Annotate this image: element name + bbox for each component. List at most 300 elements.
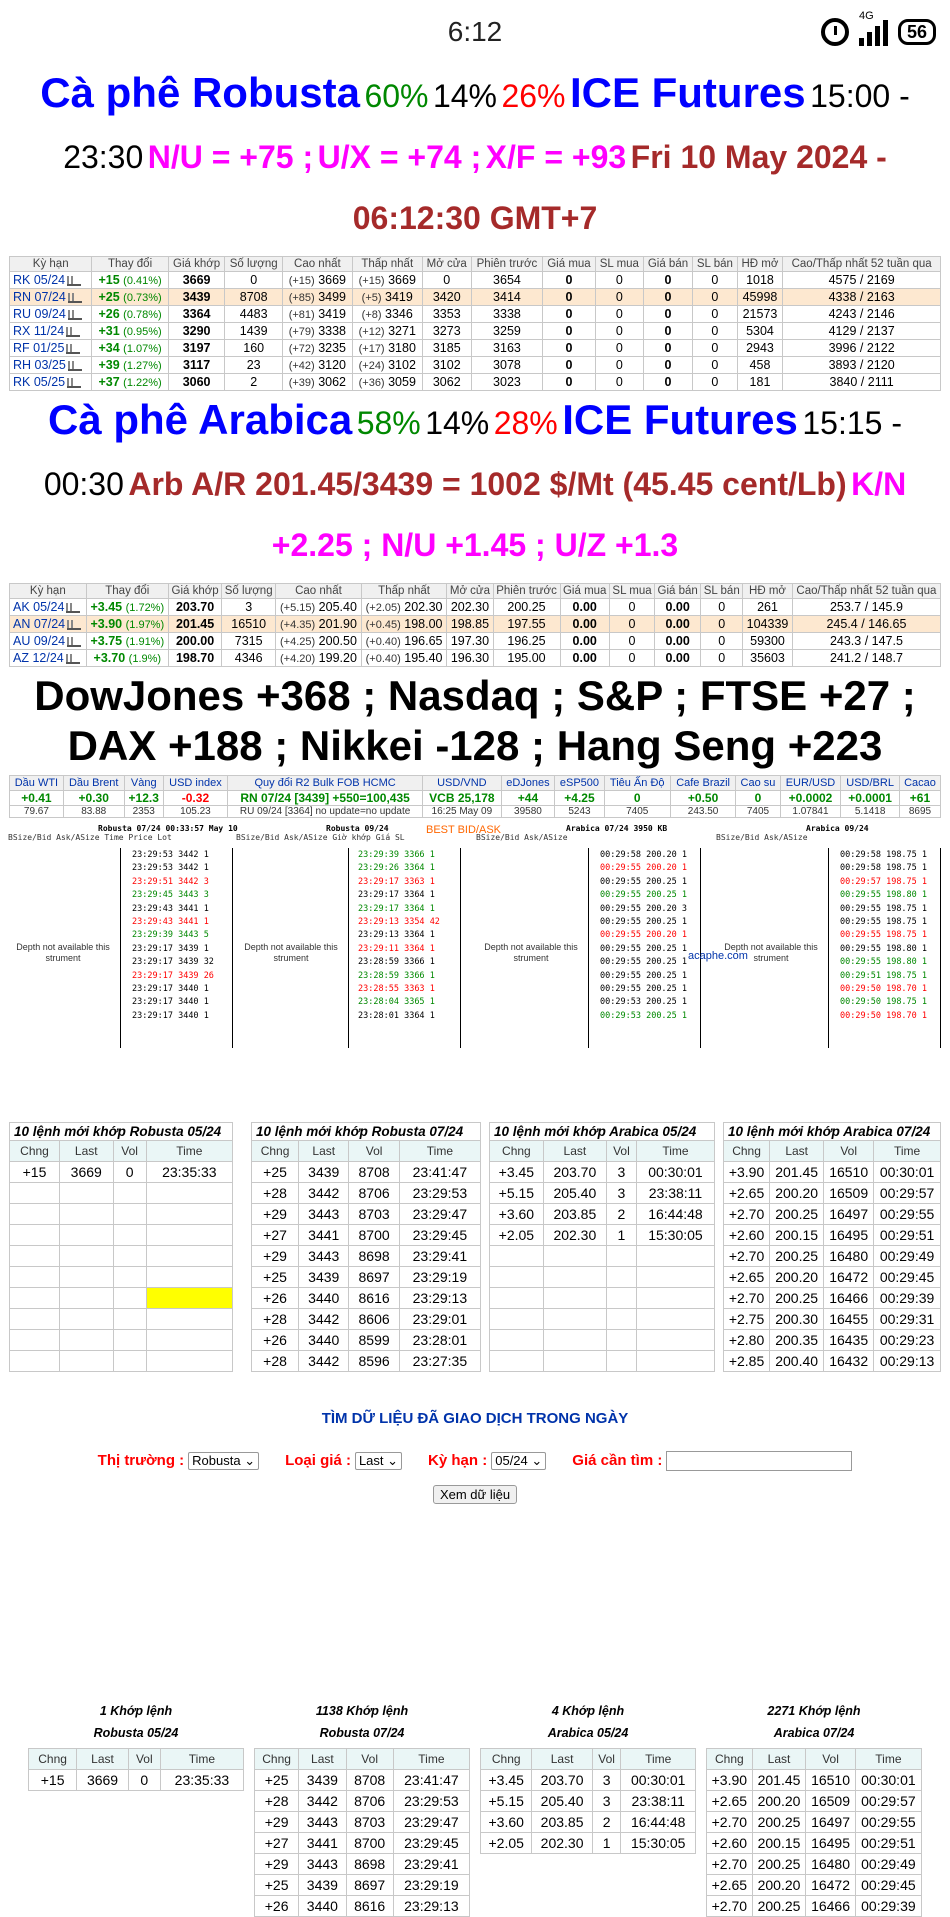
ladder-contract: Robusta 07/24 <box>98 824 161 833</box>
trade-cell: 15:30:05 <box>636 1225 714 1246</box>
change-value: +39 <box>98 358 120 372</box>
trade-cell: 15:30:05 <box>621 1833 696 1854</box>
open-interest: 35603 <box>743 650 793 667</box>
contract-label: AK 05/24 <box>13 600 65 614</box>
last-price: 3197 <box>168 340 225 357</box>
contract-symbol[interactable] <box>10 357 92 374</box>
quote-row[interactable] <box>10 650 941 667</box>
table-row <box>10 1225 233 1246</box>
low-cell <box>352 357 422 374</box>
trade-time: 23:28:59 <box>358 957 399 968</box>
empty-cell <box>543 1267 606 1288</box>
bid-size: 0 <box>595 340 643 357</box>
low-delta: (+15) <box>358 275 385 287</box>
bid-price: 0 <box>543 340 596 357</box>
high-price: 3235 <box>318 341 347 355</box>
trade-cell: 3 <box>606 1162 636 1183</box>
ask-size: 0 <box>693 357 738 374</box>
ladder-columns <box>8 833 234 842</box>
watermark: acaphe.com <box>688 950 748 962</box>
volume: 8708 <box>225 289 282 306</box>
ladder-trade-row <box>600 863 687 876</box>
match-count: 1 Khớp lệnh <box>99 1704 173 1718</box>
ladder-block <box>716 824 942 1049</box>
trade-cell: +5.15 <box>490 1183 544 1204</box>
trade-price: 200.25 <box>646 970 677 981</box>
previous-close: 3163 <box>471 340 542 357</box>
table-row <box>724 1267 941 1288</box>
quote-row[interactable] <box>10 374 941 391</box>
trade-price: 198.75 <box>886 850 917 860</box>
trade-cell: 16509 <box>824 1183 874 1204</box>
price-type-select[interactable]: Last ⌄ <box>355 1452 402 1470</box>
high-price: 3669 <box>318 273 347 287</box>
term-select[interactable]: 05/24 ⌄ <box>491 1452 546 1470</box>
change-cell <box>92 357 168 374</box>
quote-row[interactable] <box>10 323 941 340</box>
trade-cell: 8708 <box>346 1770 393 1791</box>
misc-header: Tiêu Ấn Độ <box>604 776 670 791</box>
trade-cell: 200.25 <box>752 1854 806 1875</box>
depth-columns: BSize/Bid Ask/ASize <box>476 833 568 842</box>
low-cell <box>352 374 422 391</box>
column-header: Mở cửa <box>422 257 471 272</box>
chart-icon[interactable] <box>67 637 81 647</box>
trade-time: 00:29:55 <box>600 957 641 968</box>
view-data-button[interactable]: Xem dữ liệu <box>433 1485 517 1504</box>
table-row <box>707 1896 922 1917</box>
trade-price: 200.25 <box>646 916 677 927</box>
battery-icon: 56 <box>898 19 936 45</box>
high-price: 3062 <box>318 375 347 389</box>
trade-time: 23:29:11 <box>358 943 399 954</box>
misc-header: USD index <box>163 776 227 791</box>
trade-time: 00:29:50 <box>840 1010 881 1021</box>
high-delta: (+15) <box>288 275 315 287</box>
trade-lot: 1 <box>429 970 435 981</box>
misc-value: 39580 <box>501 806 555 818</box>
network-type: 4G <box>858 10 874 22</box>
trade-columns: Time Price Lot <box>104 833 172 842</box>
column-header: Chng <box>481 1749 532 1770</box>
contract-symbol[interactable] <box>10 289 92 306</box>
trade-cell: 16497 <box>824 1204 874 1225</box>
ladder-trade-row <box>358 957 440 970</box>
trade-time: 23:29:39 <box>132 930 173 941</box>
indices-line-1: DowJones +368 ; Nasdaq ; S&P ; FTSE +27 ; <box>34 672 916 719</box>
contract-symbol[interactable] <box>10 272 92 289</box>
volume: 23 <box>225 357 282 374</box>
misc-header: Vàng <box>124 776 163 791</box>
trade-cell: 8698 <box>346 1854 393 1875</box>
contract-label: RX 11/24 <box>13 324 65 338</box>
empty-cell <box>113 1204 146 1225</box>
empty-cell <box>113 1183 146 1204</box>
column-header: SL bán <box>693 257 738 272</box>
ask-price: 0 <box>643 306 692 323</box>
empty-cell <box>60 1351 113 1372</box>
trade-price: 198.75 <box>886 997 917 1008</box>
column-header: Vol <box>113 1141 146 1162</box>
trade-time: 23:29:17 <box>358 876 399 887</box>
empty-cell <box>636 1288 714 1309</box>
trade-time: 23:29:17 <box>132 943 173 954</box>
ladder-trade-row <box>840 944 927 957</box>
chart-icon[interactable] <box>67 276 81 286</box>
change-value: +25 <box>98 290 120 304</box>
trade-time: 23:29:51 <box>132 876 173 887</box>
trade-cell: 00:29:13 <box>874 1351 941 1372</box>
trade-cell: 3443 <box>299 1812 346 1833</box>
change-percent: (1.27%) <box>123 360 162 372</box>
change-cell <box>86 633 168 650</box>
last10-title: 10 lệnh mới khớp Robusta 05/24 <box>10 1123 233 1141</box>
last10-title: 10 lệnh mới khớp Robusta 07/24 <box>252 1123 481 1141</box>
history-group <box>706 1704 922 1917</box>
trade-time: 00:29:55 <box>840 930 881 941</box>
trade-time: 23:28:59 <box>358 970 399 981</box>
quote-row[interactable] <box>10 289 941 306</box>
indices-line-2: DAX +188 ; Nikkei -128 ; Hang Seng +223 <box>67 722 883 769</box>
empty-cell <box>636 1309 714 1330</box>
trade-lot: 1 <box>681 970 688 981</box>
empty-cell <box>113 1267 146 1288</box>
change-percent: (1.22%) <box>123 377 162 389</box>
history-group <box>480 1704 696 1854</box>
robusta-pct-1: 60% <box>364 78 429 114</box>
high-delta: (+4.25) <box>280 636 316 648</box>
misc-header: USD/VND <box>423 776 501 791</box>
trade-cell: +27 <box>252 1225 299 1246</box>
ladder-trade-row <box>132 997 214 1010</box>
last10-group <box>489 1122 715 1372</box>
empty-cell <box>146 1309 232 1330</box>
previous-close: 195.00 <box>493 650 560 667</box>
trade-cell: +27 <box>255 1833 299 1854</box>
contract-symbol[interactable] <box>10 633 87 650</box>
ladder-trade-row <box>600 944 687 957</box>
trade-price: 3439 <box>178 957 199 968</box>
trade-ladders <box>0 824 950 1054</box>
contract-symbol[interactable] <box>10 599 87 616</box>
trade-lot: 1 <box>921 850 928 860</box>
empty-cell <box>543 1330 606 1351</box>
trade-cell: 23:29:45 <box>393 1833 469 1854</box>
contract-label: RH 03/25 <box>13 358 66 372</box>
ladder-trade-row <box>600 971 687 984</box>
trade-lot: 1 <box>203 1010 209 1021</box>
history-contract: Robusta 07/24 <box>319 1726 405 1740</box>
trade-lot: 1 <box>429 1010 435 1021</box>
trade-cell: 16495 <box>806 1833 855 1854</box>
table-row <box>490 1330 715 1351</box>
ladder-title <box>476 824 702 833</box>
trade-cell: +29 <box>255 1854 299 1875</box>
week52-range: 241.2 / 148.7 <box>792 650 940 667</box>
trade-lot: 1 <box>203 863 209 874</box>
high-cell <box>282 272 352 289</box>
trade-cell: 200.25 <box>770 1288 824 1309</box>
trade-price: 3364 <box>404 863 425 874</box>
bid-price: 0 <box>543 272 596 289</box>
column-header: HĐ mở <box>743 584 793 599</box>
chart-icon[interactable] <box>66 327 80 337</box>
ask-size: 0 <box>701 650 743 667</box>
bid-size: 0 <box>609 633 654 650</box>
trade-price: 3364 <box>404 943 425 954</box>
trade-cell: 16466 <box>806 1896 855 1917</box>
contract-label: RU 09/24 <box>13 307 66 321</box>
chart-icon[interactable] <box>66 603 80 613</box>
misc-change: +0.0001 <box>841 791 900 806</box>
trade-cell: 3439 <box>299 1267 349 1288</box>
misc-change: +61 <box>899 791 940 806</box>
volume: 160 <box>225 340 282 357</box>
open-interest: 181 <box>737 374 783 391</box>
previous-close: 3259 <box>471 323 542 340</box>
contract-symbol[interactable] <box>10 340 92 357</box>
chart-icon[interactable] <box>68 361 82 371</box>
trade-cell: 8700 <box>349 1225 399 1246</box>
ladder-trade-row <box>132 863 214 876</box>
bid-price: 0 <box>543 357 596 374</box>
trade-cell: +29 <box>255 1812 299 1833</box>
trade-lot: 1 <box>921 863 928 874</box>
ladder-trade-row <box>132 1011 214 1024</box>
quote-row[interactable] <box>10 306 941 323</box>
trade-time: 23:28:04 <box>358 997 399 1008</box>
volume: 16510 <box>222 616 276 633</box>
contract-symbol[interactable] <box>10 616 87 633</box>
misc-change: 0 <box>604 791 670 806</box>
trade-price: 200.20 <box>646 930 677 941</box>
empty-cell <box>60 1225 113 1246</box>
column-header: SL mua <box>609 584 654 599</box>
high-price: 200.50 <box>318 634 357 648</box>
contract-symbol[interactable] <box>10 306 92 323</box>
high-price: 3338 <box>318 324 347 338</box>
column-header: Last <box>299 1749 346 1770</box>
ladder-stamp: 3950 KB <box>633 824 668 833</box>
ladder-trade-row <box>358 850 440 863</box>
trade-time: 00:29:55 <box>600 890 641 901</box>
misc-value: 105.23 <box>163 806 227 818</box>
trade-cell: 00:29:39 <box>874 1288 941 1309</box>
empty-cell <box>636 1330 714 1351</box>
ladder-trade-row <box>358 1011 440 1024</box>
last-price: 3669 <box>168 272 225 289</box>
trade-cell: 3 <box>592 1791 621 1812</box>
robusta-pct-3: 26% <box>501 78 566 114</box>
trade-cell: 16480 <box>806 1854 855 1875</box>
depth-unavailable: Depth not available this strument <box>724 942 818 963</box>
chart-icon[interactable] <box>68 310 82 320</box>
contract-label: AU 09/24 <box>13 634 66 648</box>
trade-lot: 3 <box>203 890 209 901</box>
empty-cell <box>113 1288 146 1309</box>
misc-header: eSP500 <box>555 776 604 791</box>
column-header: Chng <box>252 1141 299 1162</box>
week52-range: 3996 / 2122 <box>783 340 941 357</box>
ladder-trade-row <box>840 890 927 903</box>
ladder-trade-row <box>840 1011 927 1024</box>
open-price: 3062 <box>422 374 471 391</box>
quote-row[interactable] <box>10 340 941 357</box>
low-price: 3059 <box>388 375 416 389</box>
table-row <box>255 1812 470 1833</box>
column-header: Giá bán <box>655 584 701 599</box>
table-row <box>10 1288 233 1309</box>
low-delta: (+0.40) <box>365 636 401 648</box>
trade-cell: 23:41:47 <box>399 1162 480 1183</box>
empty-cell <box>606 1330 636 1351</box>
trade-cell: 8599 <box>349 1330 399 1351</box>
ladder-trades <box>600 850 687 1024</box>
trade-lot: 1 <box>203 983 209 994</box>
chart-icon[interactable] <box>66 344 80 354</box>
trade-lot: 1 <box>429 943 435 954</box>
week52-range: 4243 / 2146 <box>783 306 941 323</box>
trade-cell: 3669 <box>60 1162 113 1183</box>
ladder-trade-row <box>132 890 214 903</box>
trade-cell: +2.70 <box>707 1896 753 1917</box>
quote-row[interactable] <box>10 633 941 650</box>
quote-row[interactable] <box>10 357 941 374</box>
trade-cell: 23:29:53 <box>399 1183 480 1204</box>
market-select[interactable]: Robusta ⌄ <box>188 1452 259 1470</box>
match-count: 2271 Khớp lệnh <box>767 1704 861 1718</box>
trade-lot: 1 <box>681 997 688 1008</box>
high-delta: (+5.15) <box>280 602 316 614</box>
open-interest: 45998 <box>737 289 783 306</box>
trade-price: 198.75 <box>886 930 917 941</box>
misc-change: 0 <box>736 791 780 806</box>
open-price: 202.30 <box>447 599 493 616</box>
quote-row[interactable] <box>10 272 941 289</box>
table-row <box>10 1246 233 1267</box>
trade-cell: 205.40 <box>543 1183 606 1204</box>
empty-cell <box>60 1267 113 1288</box>
trade-cell: +26 <box>252 1330 299 1351</box>
column-header: HĐ mở <box>737 257 783 272</box>
contract-symbol[interactable] <box>10 323 92 340</box>
trade-price: 198.70 <box>886 983 917 994</box>
trade-time: 00:29:50 <box>840 997 881 1008</box>
trade-cell: 00:29:57 <box>855 1791 921 1812</box>
chart-icon[interactable] <box>67 620 81 630</box>
bid-size: 0 <box>595 272 643 289</box>
ask-size: 0 <box>693 272 738 289</box>
low-cell <box>352 289 422 306</box>
trade-cell: 00:29:49 <box>874 1246 941 1267</box>
column-header: Last <box>752 1749 806 1770</box>
trade-cell: 00:29:55 <box>874 1204 941 1225</box>
column-header: SL mua <box>595 257 643 272</box>
ladder-trade-row <box>840 930 927 943</box>
trade-cell: 23:29:47 <box>393 1812 469 1833</box>
bid-price: 0.00 <box>560 599 609 616</box>
ladder-trade-row <box>600 997 687 1010</box>
trade-cell: 16497 <box>806 1812 855 1833</box>
empty-cell <box>146 1183 232 1204</box>
week52-range: 245.4 / 146.65 <box>792 616 940 633</box>
trade-cell: 16509 <box>806 1791 855 1812</box>
ask-price: 0 <box>643 340 692 357</box>
trade-cell: +15 <box>10 1162 60 1183</box>
column-header: Cao nhất <box>276 584 362 599</box>
quote-row[interactable] <box>10 599 941 616</box>
empty-cell <box>146 1246 232 1267</box>
trade-cell: +2.70 <box>724 1246 770 1267</box>
trade-time: 00:29:55 <box>600 863 641 874</box>
trade-cell: 8708 <box>349 1162 399 1183</box>
trade-lot: 42 <box>429 916 440 927</box>
arabica-pct-1: 58% <box>356 405 421 441</box>
empty-cell <box>60 1246 113 1267</box>
price-type-label: Loại giá : <box>285 1452 351 1469</box>
contract-symbol[interactable] <box>10 650 87 667</box>
misc-header: eDJones <box>501 776 555 791</box>
trade-cell: 00:30:01 <box>855 1770 921 1791</box>
empty-cell <box>490 1330 544 1351</box>
trade-cell: 00:29:57 <box>874 1183 941 1204</box>
ladder-divider <box>940 848 941 1048</box>
trade-cell: 203.70 <box>532 1770 592 1791</box>
week52-range: 4575 / 2169 <box>783 272 941 289</box>
chart-icon[interactable] <box>68 293 82 303</box>
table-row <box>490 1288 715 1309</box>
trade-cell: 8616 <box>346 1896 393 1917</box>
quote-row[interactable] <box>10 616 941 633</box>
last-price: 201.45 <box>168 616 221 633</box>
ladder-trade-row <box>358 944 440 957</box>
ask-price: 0.00 <box>655 616 701 633</box>
trade-cell: 00:29:39 <box>855 1896 921 1917</box>
depth-columns: BSize/Bid Ask/ASize <box>236 833 328 842</box>
chart-icon[interactable] <box>66 654 80 664</box>
column-header: Giá mua <box>560 584 609 599</box>
ladder-trade-row <box>840 850 927 863</box>
ladder-trades <box>840 850 927 1024</box>
chart-icon[interactable] <box>67 378 81 388</box>
trade-cell: 16495 <box>824 1225 874 1246</box>
column-header: Chng <box>10 1141 60 1162</box>
bid-size: 0 <box>595 357 643 374</box>
table-row <box>252 1288 481 1309</box>
last-price: 3290 <box>168 323 225 340</box>
contract-label: RK 05/25 <box>13 375 66 389</box>
depth-unavailable: Depth not available this strument <box>244 942 338 963</box>
trade-time: 00:29:55 <box>600 916 641 927</box>
empty-cell <box>10 1309 60 1330</box>
trade-lot: 1 <box>921 997 928 1008</box>
ask-size: 0 <box>693 289 738 306</box>
trade-lot: 1 <box>681 983 688 994</box>
ladder-trade-row <box>358 971 440 984</box>
find-price-input[interactable] <box>666 1451 852 1471</box>
table-row <box>252 1183 481 1204</box>
trade-time: 23:29:17 <box>132 957 173 968</box>
trade-cell: 2 <box>606 1204 636 1225</box>
last-price: 3364 <box>168 306 225 323</box>
low-cell <box>352 306 422 323</box>
trade-time: 23:29:17 <box>132 1010 173 1021</box>
trade-cell: 23:29:45 <box>399 1225 480 1246</box>
ladder-trade-row <box>358 904 440 917</box>
trade-cell: +3.90 <box>724 1162 770 1183</box>
ladder-trade-row <box>358 997 440 1010</box>
contract-symbol[interactable] <box>10 374 92 391</box>
